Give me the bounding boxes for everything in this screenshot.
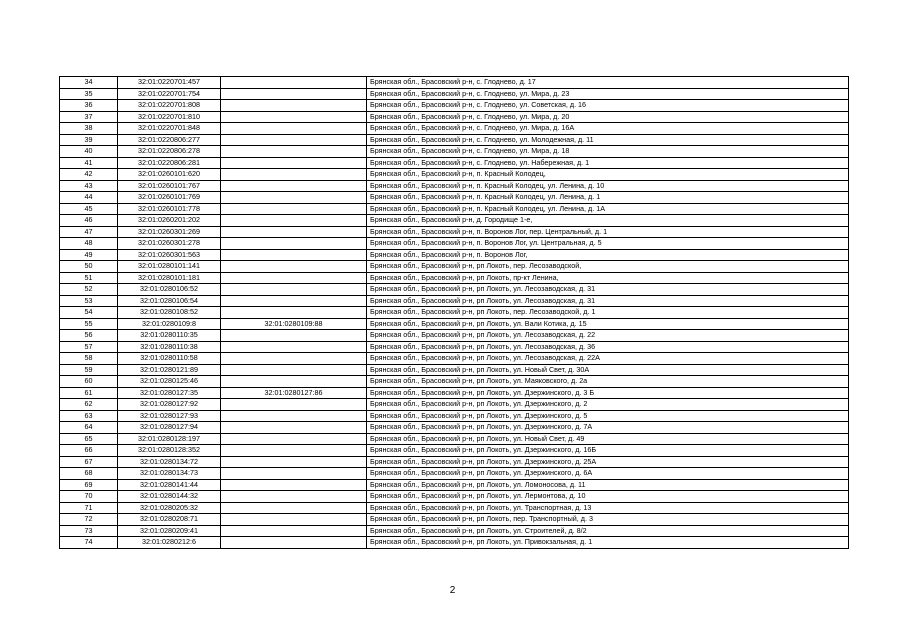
address-cell: Брянская обл., Брасовский р-н, рп Локоть, ул. Дзержинского, д. 16Б: [367, 445, 849, 457]
address-cell: Брянская обл., Брасовский р-н, п. Красный Колодец, ул. Ленина, д. 1А: [367, 203, 849, 215]
row-number-cell: 45: [60, 203, 118, 215]
related-cadastral-number-cell: [221, 479, 367, 491]
row-number-cell: 48: [60, 238, 118, 250]
address-cell: Брянская обл., Брасовский р-н, п. Красный Колодец,: [367, 169, 849, 181]
related-cadastral-number-cell: [221, 146, 367, 158]
related-cadastral-number-cell: [221, 422, 367, 434]
related-cadastral-number-cell: [221, 134, 367, 146]
address-cell: Брянская обл., Брасовский р-н, рп Локоть, ул. Лесозаводская, д. 31: [367, 284, 849, 296]
table-row: [60, 525, 849, 537]
cadastral-number-cell: 32:01:0280134:73: [118, 468, 221, 480]
table-row: [60, 387, 849, 399]
table-row: [60, 502, 849, 514]
related-cadastral-number-cell: [221, 525, 367, 537]
related-cadastral-number-cell: [221, 284, 367, 296]
row-number-cell: 67: [60, 456, 118, 468]
table-row: [60, 123, 849, 135]
table-row: [60, 468, 849, 480]
row-number-cell: 61: [60, 387, 118, 399]
address-cell: Брянская обл., Брасовский р-н, рп Локоть, ул. Лесозаводская, д. 31: [367, 295, 849, 307]
cadastral-number-cell: 32:01:0260101:769: [118, 192, 221, 204]
table-row: [60, 169, 849, 181]
address-cell: Брянская обл., Брасовский р-н, рп Локоть, ул. Дзержинского, д. 7А: [367, 422, 849, 434]
row-number-cell: 50: [60, 261, 118, 273]
table-row: [60, 77, 849, 89]
row-number-cell: 59: [60, 364, 118, 376]
table-row: [60, 537, 849, 549]
row-number-cell: 42: [60, 169, 118, 181]
address-cell: Брянская обл., Брасовский р-н, п. Воронов Лог, ул. Центральная, д. 5: [367, 238, 849, 250]
address-cell: Брянская обл., Брасовский р-н, рп Локоть, ул. Новый Свет, д. 30А: [367, 364, 849, 376]
address-cell: Брянская обл., Брасовский р-н, с. Глоднево, ул. Набережная, д. 1: [367, 157, 849, 169]
address-cell: Брянская обл., Брасовский р-н, рп Локоть, пр-кт Ленина,: [367, 272, 849, 284]
cadastral-number-cell: 32:01:0260101:620: [118, 169, 221, 181]
row-number-cell: 64: [60, 422, 118, 434]
related-cadastral-number-cell: [221, 468, 367, 480]
related-cadastral-number-cell: [221, 261, 367, 273]
cadastral-number-cell: 32:01:0280121:89: [118, 364, 221, 376]
table-row: [60, 295, 849, 307]
address-cell: Брянская обл., Брасовский р-н, рп Локоть, ул. Лермонтова, д. 10: [367, 491, 849, 503]
table-row: [60, 88, 849, 100]
cadastral-number-cell: 32:01:0220701:810: [118, 111, 221, 123]
cadastral-number-cell: 32:01:0280134:72: [118, 456, 221, 468]
related-cadastral-number-cell: [221, 433, 367, 445]
table-row: [60, 284, 849, 296]
cadastral-number-cell: 32:01:0280106:54: [118, 295, 221, 307]
cadastral-number-cell: 32:01:0280127:94: [118, 422, 221, 434]
row-number-cell: 39: [60, 134, 118, 146]
related-cadastral-number-cell: [221, 502, 367, 514]
row-number-cell: 58: [60, 353, 118, 365]
related-cadastral-number-cell: [221, 491, 367, 503]
cadastral-number-cell: 32:01:0280127:35: [118, 387, 221, 399]
address-cell: Брянская обл., Брасовский р-н, с. Глоднево, ул. Молодежная, д. 11: [367, 134, 849, 146]
related-cadastral-number-cell: [221, 295, 367, 307]
table-row: [60, 433, 849, 445]
table-row: [60, 180, 849, 192]
row-number-cell: 35: [60, 88, 118, 100]
related-cadastral-number-cell: [221, 272, 367, 284]
table-row: [60, 479, 849, 491]
related-cadastral-number-cell: [221, 456, 367, 468]
registry-table: [59, 76, 849, 549]
related-cadastral-number-cell: [221, 192, 367, 204]
row-number-cell: 43: [60, 180, 118, 192]
cadastral-number-cell: 32:01:0280109:8: [118, 318, 221, 330]
row-number-cell: 54: [60, 307, 118, 319]
related-cadastral-number-cell: [221, 157, 367, 169]
row-number-cell: 53: [60, 295, 118, 307]
cadastral-number-cell: 32:01:0280101:141: [118, 261, 221, 273]
row-number-cell: 46: [60, 215, 118, 227]
related-cadastral-number-cell: [221, 77, 367, 89]
cadastral-number-cell: 32:01:0260301:563: [118, 249, 221, 261]
cadastral-number-cell: 32:01:0280101:181: [118, 272, 221, 284]
address-cell: Брянская обл., Брасовский р-н, рп Локоть, ул. Лесозаводская, д. 22А: [367, 353, 849, 365]
row-number-cell: 36: [60, 100, 118, 112]
related-cadastral-number-cell: [221, 100, 367, 112]
cadastral-number-cell: 32:01:0260201:202: [118, 215, 221, 227]
cadastral-number-cell: 32:01:0280208:71: [118, 514, 221, 526]
table-row: [60, 341, 849, 353]
table-row: [60, 134, 849, 146]
cadastral-number-cell: 32:01:0260101:767: [118, 180, 221, 192]
address-cell: Брянская обл., Брасовский р-н, рп Локоть, ул. Дзержинского, д. 6А: [367, 468, 849, 480]
related-cadastral-number-cell: [221, 399, 367, 411]
table-row: [60, 261, 849, 273]
address-cell: Брянская обл., Брасовский р-н, рп Локоть, ул. Дзержинского, д. 2: [367, 399, 849, 411]
related-cadastral-number-cell: [221, 307, 367, 319]
address-cell: Брянская обл., Брасовский р-н, рп Локоть, ул. Лесозаводская, д. 22: [367, 330, 849, 342]
related-cadastral-number-cell: [221, 353, 367, 365]
cadastral-number-cell: 32:01:0220701:457: [118, 77, 221, 89]
cadastral-number-cell: 32:01:0280110:35: [118, 330, 221, 342]
table-row: [60, 445, 849, 457]
table-row: [60, 111, 849, 123]
cadastral-number-cell: 32:01:0260301:269: [118, 226, 221, 238]
cadastral-number-cell: 32:01:0280209:41: [118, 525, 221, 537]
row-number-cell: 74: [60, 537, 118, 549]
related-cadastral-number-cell: [221, 249, 367, 261]
cadastral-number-cell: 32:01:0280110:38: [118, 341, 221, 353]
row-number-cell: 47: [60, 226, 118, 238]
table-row: [60, 364, 849, 376]
address-cell: Брянская обл., Брасовский р-н, п. Воронов Лог, пер. Центральный, д. 1: [367, 226, 849, 238]
row-number-cell: 71: [60, 502, 118, 514]
address-cell: Брянская обл., Брасовский р-н, рп Локоть, пер. Лесозаводской,: [367, 261, 849, 273]
row-number-cell: 41: [60, 157, 118, 169]
related-cadastral-number-cell: [221, 341, 367, 353]
address-cell: Брянская обл., Брасовский р-н, рп Локоть, ул. Новый Свет, д. 49: [367, 433, 849, 445]
related-cadastral-number-cell: [221, 238, 367, 250]
cadastral-number-cell: 32:01:0260301:278: [118, 238, 221, 250]
row-number-cell: 57: [60, 341, 118, 353]
row-number-cell: 62: [60, 399, 118, 411]
row-number-cell: 70: [60, 491, 118, 503]
row-number-cell: 40: [60, 146, 118, 158]
table-row: [60, 226, 849, 238]
page-number: 2: [449, 585, 456, 596]
address-cell: Брянская обл., Брасовский р-н, рп Локоть, ул. Дзержинского, д. 5: [367, 410, 849, 422]
address-cell: Брянская обл., Брасовский р-н, с. Глоднево, ул. Мира, д. 16А: [367, 123, 849, 135]
row-number-cell: 55: [60, 318, 118, 330]
row-number-cell: 69: [60, 479, 118, 491]
address-cell: Брянская обл., Брасовский р-н, п. Воронов Лог,: [367, 249, 849, 261]
related-cadastral-number-cell: [221, 88, 367, 100]
related-cadastral-number-cell: [221, 180, 367, 192]
related-cadastral-number-cell: 32:01:0280127:86: [221, 387, 367, 399]
cadastral-number-cell: 32:01:0220701:754: [118, 88, 221, 100]
registry-table-body: [60, 77, 849, 549]
table-row: [60, 203, 849, 215]
cadastral-number-cell: 32:01:0260101:778: [118, 203, 221, 215]
related-cadastral-number-cell: [221, 537, 367, 549]
table-row: [60, 514, 849, 526]
row-number-cell: 51: [60, 272, 118, 284]
row-number-cell: 73: [60, 525, 118, 537]
related-cadastral-number-cell: [221, 169, 367, 181]
related-cadastral-number-cell: [221, 215, 367, 227]
table-row: [60, 491, 849, 503]
address-cell: Брянская обл., Брасовский р-н, рп Локоть, ул. Дзержинского, д. 25А: [367, 456, 849, 468]
cadastral-number-cell: 32:01:0280128:197: [118, 433, 221, 445]
address-cell: Брянская обл., Брасовский р-н, рп Локоть, ул. Привокзальная, д. 1: [367, 537, 849, 549]
cadastral-number-cell: 32:01:0280205:32: [118, 502, 221, 514]
related-cadastral-number-cell: 32:01:0280109:88: [221, 318, 367, 330]
row-number-cell: 68: [60, 468, 118, 480]
cadastral-number-cell: 32:01:0280212:6: [118, 537, 221, 549]
table-row: [60, 146, 849, 158]
cadastral-number-cell: 32:01:0220806:278: [118, 146, 221, 158]
table-row: [60, 215, 849, 227]
table-row: [60, 307, 849, 319]
address-cell: Брянская обл., Брасовский р-н, рп Локоть, ул. Ломоносова, д. 11: [367, 479, 849, 491]
address-cell: Брянская обл., Брасовский р-н, с. Глоднево, ул. Мира, д. 18: [367, 146, 849, 158]
table-row: [60, 272, 849, 284]
table-row: [60, 192, 849, 204]
table-row: [60, 410, 849, 422]
row-number-cell: 37: [60, 111, 118, 123]
address-cell: Брянская обл., Брасовский р-н, рп Локоть, ул. Вали Котика, д. 15: [367, 318, 849, 330]
cadastral-number-cell: 32:01:0280141:44: [118, 479, 221, 491]
table-row: [60, 318, 849, 330]
cadastral-number-cell: 32:01:0280128:352: [118, 445, 221, 457]
related-cadastral-number-cell: [221, 111, 367, 123]
row-number-cell: 52: [60, 284, 118, 296]
address-cell: Брянская обл., Брасовский р-н, с. Глоднево, ул. Советская, д. 16: [367, 100, 849, 112]
table-row: [60, 100, 849, 112]
cadastral-number-cell: 32:01:0220701:808: [118, 100, 221, 112]
related-cadastral-number-cell: [221, 123, 367, 135]
table-row: [60, 422, 849, 434]
table-row: [60, 157, 849, 169]
table-row: [60, 376, 849, 388]
address-cell: Брянская обл., Брасовский р-н, рп Локоть, ул. Транспортная, д. 13: [367, 502, 849, 514]
table-row: [60, 330, 849, 342]
cadastral-number-cell: 32:01:0280110:58: [118, 353, 221, 365]
row-number-cell: 38: [60, 123, 118, 135]
cadastral-number-cell: 32:01:0280106:52: [118, 284, 221, 296]
row-number-cell: 63: [60, 410, 118, 422]
cadastral-number-cell: 32:01:0280127:93: [118, 410, 221, 422]
cadastral-number-cell: 32:01:0280144:32: [118, 491, 221, 503]
address-cell: Брянская обл., Брасовский р-н, с. Глоднево, ул. Мира, д. 20: [367, 111, 849, 123]
related-cadastral-number-cell: [221, 203, 367, 215]
address-cell: Брянская обл., Брасовский р-н, п. Красный Колодец, ул. Ленина, д. 10: [367, 180, 849, 192]
table-row: [60, 456, 849, 468]
cadastral-number-cell: 32:01:0280108:52: [118, 307, 221, 319]
cadastral-number-cell: 32:01:0280127:92: [118, 399, 221, 411]
row-number-cell: 72: [60, 514, 118, 526]
table-row: [60, 249, 849, 261]
address-cell: Брянская обл., Брасовский р-н, рп Локоть, ул. Лесозаводская, д. 36: [367, 341, 849, 353]
table-row: [60, 399, 849, 411]
cadastral-number-cell: 32:01:0220806:281: [118, 157, 221, 169]
address-cell: Брянская обл., Брасовский р-н, рп Локоть, ул. Маяковского, д. 2а: [367, 376, 849, 388]
row-number-cell: 49: [60, 249, 118, 261]
table-row: [60, 353, 849, 365]
row-number-cell: 66: [60, 445, 118, 457]
row-number-cell: 44: [60, 192, 118, 204]
row-number-cell: 56: [60, 330, 118, 342]
row-number-cell: 65: [60, 433, 118, 445]
address-cell: Брянская обл., Брасовский р-н, рп Локоть, ул. Дзержинского, д. 3 Б: [367, 387, 849, 399]
related-cadastral-number-cell: [221, 445, 367, 457]
table-row: [60, 238, 849, 250]
row-number-cell: 60: [60, 376, 118, 388]
address-cell: Брянская обл., Брасовский р-н, п. Красный Колодец, ул. Ленина, д. 1: [367, 192, 849, 204]
row-number-cell: 34: [60, 77, 118, 89]
related-cadastral-number-cell: [221, 330, 367, 342]
address-cell: Брянская обл., Брасовский р-н, д. Городище 1-е,: [367, 215, 849, 227]
related-cadastral-number-cell: [221, 514, 367, 526]
address-cell: Брянская обл., Брасовский р-н, рп Локоть, ул. Строителей, д. 8/2: [367, 525, 849, 537]
address-cell: Брянская обл., Брасовский р-н, с. Глоднево, ул. Мира, д. 23: [367, 88, 849, 100]
address-cell: Брянская обл., Брасовский р-н, с. Глоднево, д. 17: [367, 77, 849, 89]
cadastral-number-cell: 32:01:0220806:277: [118, 134, 221, 146]
related-cadastral-number-cell: [221, 410, 367, 422]
address-cell: Брянская обл., Брасовский р-н, рп Локоть, пер. Транспортный, д. 3: [367, 514, 849, 526]
cadastral-number-cell: 32:01:0280125:46: [118, 376, 221, 388]
related-cadastral-number-cell: [221, 376, 367, 388]
related-cadastral-number-cell: [221, 226, 367, 238]
address-cell: Брянская обл., Брасовский р-н, рп Локоть, пер. Лесозаводской, д. 1: [367, 307, 849, 319]
cadastral-number-cell: 32:01:0220701:848: [118, 123, 221, 135]
related-cadastral-number-cell: [221, 364, 367, 376]
